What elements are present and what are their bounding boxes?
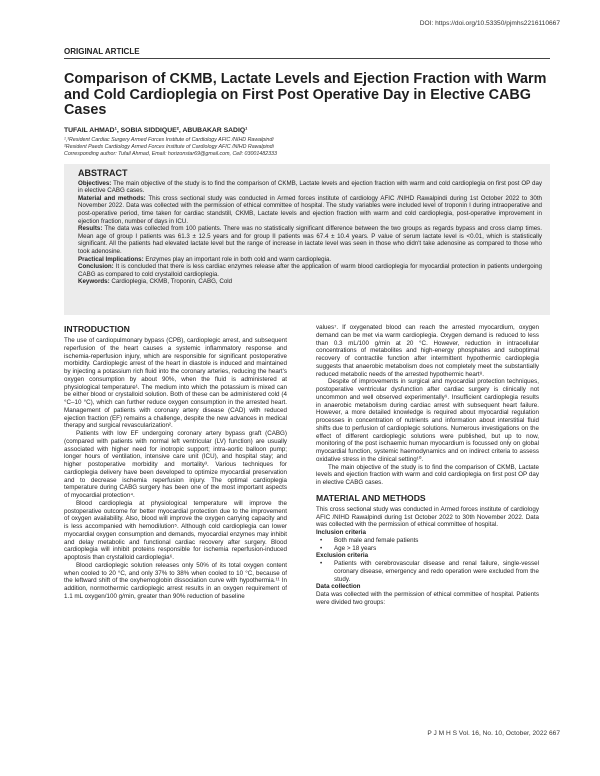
keywords-label: Keywords: [78,278,110,286]
implications-label: Practical Implications: [78,255,144,263]
methods-label: Material and methods: [78,194,146,202]
results-text: The data was collected from 100 patients. There was no statistically significant difference between the two groups as regards bypass and cross clamp times. Mean age of group I patients was 61.3 ± 12.5 years and for group II patients was 67.4 ± 10.4 years. P value of serum lactate level is <0.01, which is statistically significant. All the patients had elevated lactate level but the range of increase in lactate level was seen in those who didn't take adenosine as compared to those who took adenosine. [78,225,542,255]
exclusion-list [316,560,539,583]
methods-heading: MATERIAL AND METHODS [316,492,426,503]
intro-paragraph-3: Blood cardioplegia at physiological temperature will improve the postoperative outcome for better myocardial protection due to the improvement of oxygen availability. Also, blood will improve the oxygen carrying capacity and is less accompanied with hemodilution⁵. Although cold cardioplegia can lower myocardial oxygen consumption and demands, myocardial enzymes may inhibit and delay metabolic and functional cardiac recovery after surgery. Blood cardioplegia will inhibit proteins responsible for ischemia reperfusion-induced apoptosis than crystalloid cardioplegia⁶. [64,499,287,561]
page-footer: P J M H S Vol. 16, No. 10, October, 2022 667 [427,730,560,737]
intro-paragraph-5: values⁷. If oxygenated blood can reach the arrested myocardium, oxygen demand can be met via warm cardioplegia. Oxygen demand is reduced to less than 0.3 mL/100 g/min at 20 °C. However, reduction in intracellular concentrations of metabolites and high-energy phosphates and suboptimal recovery of contractile function after intermittent hypothermic cardioplegia suggests that anaerobic metabolism does not completely meet the substantially reduced metabolic needs of the arrested hypothermic heart⁸. [316,324,539,378]
intro-paragraph-2: Patients with low EF undergoing coronary artery bypass graft (CABG) (compared with patients with normal left ventricular (LV) function) are usually associated with higher need for inotropic support; intra-aortic balloon pump; longer hours of ventilation, intensive care unit (ICU), and hospital stay; and higher postoperative morbidity and mortality³. Various techniques for cardioplegia delivery have been developed to optimize myocardial preservation and to decrease ischemia reperfusion injury. The optimal cardioplegia temperature during CABG surgery has been one of the most important aspects of myocardial protection⁴. [64,430,287,499]
data-collection-paragraph: Data was collected with the permission of ethical committee of hospital. Patients were divided two groups: [316,591,539,606]
abstract-results [78,225,542,255]
corresponding-author: Corresponding author: Tufail Ahmad, Email: horizonstar69@gmail.com, Cell: 03001482333 [64,151,277,157]
article-type: ORIGINAL ARTICLE [64,47,140,56]
methods-paragraph: This cross sectional study was conducted in Armed forces institute of cardiology AFIC /NIHD Rawalpindi during 1st October 2022 to 30th November 2022. Data was collected with the permission of ethical committee of hospital. [316,505,539,529]
left-column [64,324,287,601]
abstract-methods [78,195,542,225]
conclusion-text: It is concluded that there is less cardiac enzymes release after the application of warm blood cardioplegia for myocardial protection in patients undergoing CABG as compared to cold crystalloid cardioplegia. [78,263,542,278]
intro-paragraph-1: The use of cardiopulmonary bypass (CPB), cardioplegic arrest, and subsequent reperfusion of the heart causes a systemic inflammatory response and ischemia-reperfusion injury, which are responsible for significant postoperative morbidity. Cardioplegic arrest of the heart in diastole is induced and maintained by injecting a potassium rich fluid into the coronary arteries, reducing the heart's oxygen consumption by about 90%, when the fluid is administered at physiological temperature¹. The medium into which the potassium is mixed can be either blood or crystalloid solution. Both of these can be administered cold (4 °C–10 °C), which can further reduce oxygen consumption in the arrested heart. Management of patients with coronary artery disease (CAD) with reduced ejection fraction (EF) remains a challenge, despite the new advances in medical therapy and surgical revascularization². [64,337,287,430]
article-title: Comparison of CKMB, Lactate Levels and Ejection Fraction with Warm and Cold Cardioplegia on First Post Operative Day in Elective CABG Cases [64,71,547,118]
affiliation-2: ²Resident Paeds Cardiology Armed Forces Institute of Cardiology AFIC /NIHD Rawalpindi [64,144,274,150]
inclusion-list [316,537,539,553]
abstract-keywords [78,278,542,286]
list-item: • Patients with cerebrovascular disease and renal failure, single-vessel coronary disease, emergency and redo operation were excluded from the study. [316,560,539,583]
abstract-box [64,164,550,315]
methods-text: This cross sectional study was conducted in Armed forces institute of cardiology AFIC /NIHD Rawalpindi during 1st October 2022 to 30th November 2022. Data was collected with the permission of ethical committee of hospital. The study variables were included level of troponin I during intraoperative and post-operative period, time taken for cardiac standstill, CKMB, Lactate levels and ejection fraction with warm and cold cardioplegia, post-operative improvement in ejection fraction, number of days in ICU. [78,194,542,225]
intro-paragraph-7: The main objective of the study is to find the comparison of CKMB, Lactate levels and ejection fraction with warm and cold cardioplegia on first post OP day in elective CABG cases. [316,463,539,486]
results-label: Results: [78,225,103,233]
intro-paragraph-4: Blood cardioplegic solution releases only 50% of its total oxygen content when cooled to 20 °C, and only 37% to 38% when cooled to 10 °C, because of the leftward shift of the oxyhemoglobin dissociation curve with hypothermia.¹¹ In addition, normothermic cardioplegic arrest results in an oxygen requirement of 1.1 mL oxygen/100 g/min, greater than 90% reduction of baseline [64,561,287,600]
list-item: • Age > 18 years [316,545,539,553]
introduction-heading: INTRODUCTION [64,324,130,334]
affiliation-1: ¹,³Resident Cardiac Surgery Armed Forces Institute of Cardiology AFIC /NIHD Rawalpindi [64,137,274,143]
data-collection-heading: Data collection [316,583,361,591]
doi-text[interactable]: DOI: https://doi.org/10.53350/pjmhs2216110667 [419,20,560,27]
conclusion-label: Conclusion: [78,263,114,271]
implications-text: Enzymes play an important role in both cold and warm cardioplegia. [143,255,332,263]
header-divider [64,58,550,59]
abstract-implications [78,256,542,264]
abstract-objectives [78,180,542,195]
exclusion-heading: Exclusion criteria [316,552,369,560]
inclusion-heading: Inclusion criteria [316,529,367,536]
intro-paragraph-6: Despite of improvements in surgical and myocardial protection techniques, postoperative ventricular dysfunction after cardiac surgery is clinically not uncommon and well observed experimentally⁹. Insufficient cardioplegia results in anaerobic metabolism during cardiac arrest with subsequent heart failure. However, a more detailed knowledge is required about myocardial regulation processes in concentration of nutrients and information about interstitial fluid shifts due to perfusion of cardioplegic solutions. Numerous investigations on the effect of different cardioplegic solutions were published, but up to now, monitoring of the post ischaemic human myocardium is focussed only on global myocardial function, systemic haemodynamics and on indirect criteria to assess oxidative stress in the clinical setting¹⁰. [316,378,539,463]
abstract-heading: ABSTRACT [78,168,128,178]
objectives-text: The main objective of the study is to find the comparison of CKMB, Lactate levels and ejection fraction with warm and cold cardioplegia on first post OP day in elective CABG cases. [78,179,542,195]
keywords-text: Cardioplegia, CKMB, Troponin, CABG, Cold [109,278,233,286]
abstract-conclusion [78,263,542,278]
authors: TUFAIL AHMAD¹, SOBIA SIDDIQUE², ABUBAKAR SADIQ¹ [64,127,248,134]
right-column [316,324,539,607]
list-item: • Both male and female patients [316,537,539,545]
objectives-label: Objectives: [78,179,112,187]
